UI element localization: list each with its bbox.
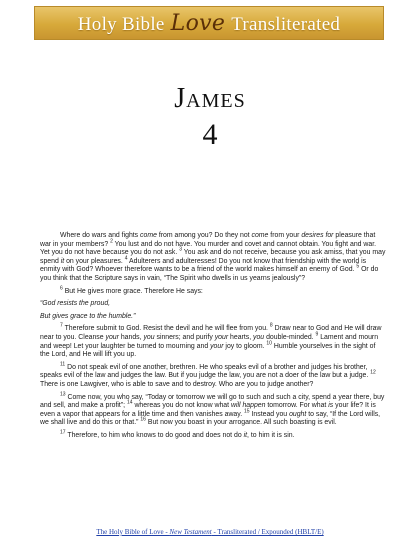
verse-number: 11 [60,361,66,368]
verse-number: 7 [60,323,63,330]
banner-left-text: Holy Bible [77,13,165,35]
paragraph-3: $^7$ Therefore submit to God. Resist the devil and he will flee from you. $^8$ Draw near to God and He will draw near to you. Cleanse your hands, you sinners; and purify your hearts, you double-minded. $^9$ Lament and mourn and weep! Let your laughter be turned to mourning and your joy to gloom. $^{10}$ Humble yourselves in the sight of the Lord, and He will lift you up. [40,323,382,359]
paragraph-2: $^6$ But He gives more grace. Therefore He says: [60,285,203,295]
verse-number: 15 [244,408,250,415]
verse-number: 17 [60,429,66,436]
verse-number: 14 [126,399,133,406]
verse-number: 9 [315,331,319,338]
verse-number: 10 [266,340,272,347]
banner-title [78,11,340,36]
verse-number: 16 [140,416,146,423]
banner-right-text: Transliterated [231,13,341,35]
verse-number: 8 [269,323,273,330]
quote-line-1: “God resists the proud, [40,300,111,308]
banner-love-logo: Love [170,10,226,36]
paragraph-1: Where do wars and fights come from among you? Do they not come from your desires for pleasure that war in your members? $^2$ You lust and do not have. You murder and covet and cannot obtain. You fight and war. Yet you do not have because you do not ask. $^3$ You ask and do not receive, because you ask amiss, that you may spend it on your pleasures. $^4$ Adulterers and adulteresses! Do you not know that friendship with the world is enmity with God? Whoever therefore wants to be a friend of the world makes himself an enemy of God. $^5$ Or do you think that the Scripture says in vain, “The Spirit who dwells in us yearns jealously”? [40,232,386,282]
verse-number: 2 [110,238,113,245]
footer-link[interactable]: The Holy Bible of Love - New Testament - Transliterated / Expounded (HBLT/E) [96,528,324,536]
verse-number: 3 [179,246,182,253]
verse-number: 5 [356,264,360,271]
book-title: James [174,83,246,114]
quote-line-2: But gives grace to the humble.” [40,312,136,320]
paragraph-5: $^{13}$ Come now, you who say, “Today or tomorrow we will go to such and such a city, spend a year there, buy and sell, and make a profit”; $^{14}$ whereas you do not know what will happen tomorrow. For what is your life? It is even a vapor that appears for a little time and then vanishes away. $^{15}$ Instead you ought to say, “If the Lord wills, we shall live and do this or that.” $^{16}$ But now you boast in your arrogance. All such boasting is evil. [40,391,385,427]
chapter-number: 4 [202,118,218,151]
paragraph-6: $^{17}$ Therefore, to him who knows to do good and does not do it, to him it is sin. [60,429,295,439]
verse-number: 4 [124,255,128,262]
verse-number: 6 [60,285,63,292]
chapter-text [40,232,386,444]
header-banner [34,6,384,40]
paragraph-4: $^{11}$ Do not speak evil of one another, brethren. He who speaks evil of a brother and judges his brother, speaks evil of the law and judges the law. But if you judge the law, you are not a doer of the law but a judge. $^{12}$ There is one Lawgiver, who is able to save and to destroy. Who are you to judge another? [40,361,376,388]
verse-number: 12 [370,370,376,377]
verse-number: 13 [60,391,66,398]
